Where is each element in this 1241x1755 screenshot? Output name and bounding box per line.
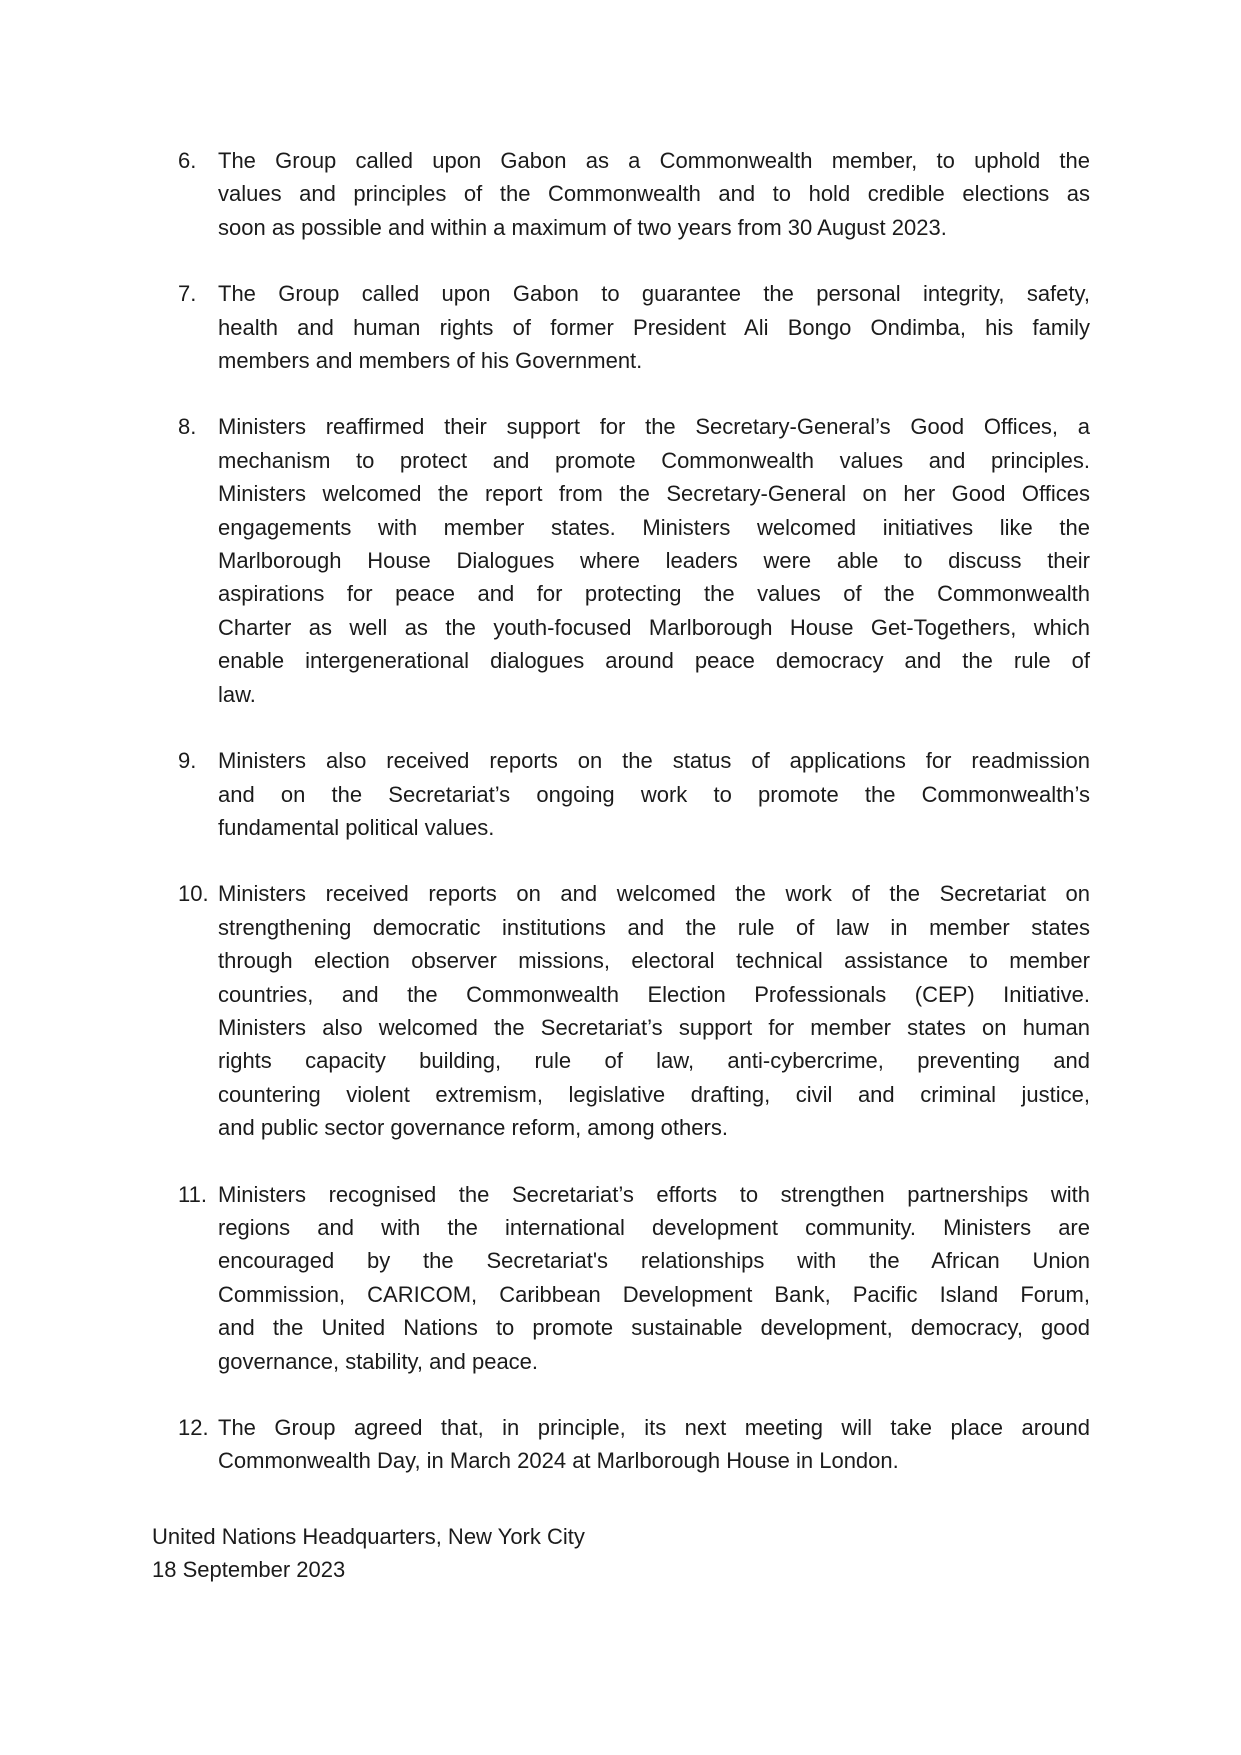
text-line: The Group called upon Gabon as a Commonwealth member, to uphold the [218,148,1090,173]
numbered-list [178,144,1090,1478]
text-line: rights capacity building, rule of law, anti-cybercrime, preventing and [218,1048,1090,1074]
text-line: governance, stability, and peace. [218,1348,539,1374]
list-item [178,410,1090,711]
list-item [178,744,1090,844]
text-line: soon as possible and within a maximum of two years from 30 August 2023. [218,214,947,240]
text-line: health and human rights of former President Ali Bongo Ondimba, his family [218,314,1090,340]
text-line: through election observer missions, electoral technical assistance to member [218,948,1090,974]
text-line: Marlborough House Dialogues where leaders were able to discuss their [218,548,1090,574]
text-line: countries, and the Commonwealth Election Professionals (CEP) Initiative. [218,981,1090,1007]
footer-location: United Nations Headquarters, New York City [152,1524,585,1549]
list-item-number: 6. [178,148,197,173]
text-line: and on the Secretariat’s ongoing work to promote the Commonwealth’s [218,781,1090,807]
text-line: values and principles of the Commonwealth and to hold credible elections as [218,181,1090,207]
text-line: Ministers reaffirmed their support for the Secretary-General’s Good Offices, a [218,414,1090,440]
list-item-text [218,1411,1090,1478]
text-line: Charter as well as the youth-focused Marlborough House Get-Togethers, which [218,614,1090,640]
text-line: and the United Nations to promote sustainable development, democracy, good [218,1315,1090,1341]
text-line: fundamental political values. [218,814,495,840]
text-line: Commission, CARICOM, Caribbean Development Bank, Pacific Island Forum, [218,1281,1090,1307]
list-item-number: 9. [178,748,197,774]
list-item-text [218,410,1090,711]
text-line: Ministers welcomed the report from the Secretary-General on her Good Offices [218,481,1090,507]
text-line: members and members of his Government. [218,348,643,374]
text-line: enable intergenerational dialogues around peace democracy and the rule of [218,648,1090,674]
list-item-number: 10. [178,881,209,907]
text-line: Ministers recognised the Secretariat’s efforts to strengthen partnerships with [218,1181,1090,1207]
text-line: strengthening democratic institutions and the rule of law in member states [218,914,1090,940]
document-footer [152,1520,585,1586]
text-line: The Group agreed that, in principle, its next meeting will take place around [218,1415,1090,1440]
text-line: Ministers received reports on and welcomed the work of the Secretariat on [218,881,1090,907]
list-item-number: 7. [178,281,197,307]
list-item-number: 12. [178,1415,209,1440]
text-line: Ministers also welcomed the Secretariat’s support for member states on human [218,1014,1090,1040]
list-item-text [218,744,1090,844]
list-item [178,877,1090,1144]
list-item [178,277,1090,377]
text-line: mechanism to protect and promote Commonwealth values and principles. [218,447,1090,473]
text-line: law. [218,681,256,707]
list-item-number: 11. [178,1181,207,1207]
text-line: aspirations for peace and for protecting the values of the Commonwealth [218,581,1090,607]
list-item-number: 8. [178,414,197,440]
list-item [178,1178,1090,1378]
text-line: encouraged by the Secretariat's relationships with the African Union [218,1248,1090,1274]
text-line: countering violent extremism, legislative drafting, civil and criminal justice, [218,1081,1090,1107]
text-line: and public sector governance reform, among others. [218,1115,728,1141]
text-line: regions and with the international development community. Ministers are [218,1214,1090,1240]
list-item [178,144,1090,244]
text-line: Commonwealth Day, in March 2024 at Marlborough House in London. [218,1448,899,1474]
text-line: engagements with member states. Ministers welcomed initiatives like the [218,514,1090,540]
list-item-text [218,144,1090,244]
text-line: Ministers also received reports on the status of applications for readmission [218,748,1090,774]
list-item-text [218,877,1090,1144]
list-item [178,1411,1090,1478]
list-item-text [218,1178,1090,1378]
footer-date: 18 September 2023 [152,1557,346,1582]
list-item-text [218,277,1090,377]
text-line: The Group called upon Gabon to guarantee the personal integrity, safety, [218,281,1090,307]
